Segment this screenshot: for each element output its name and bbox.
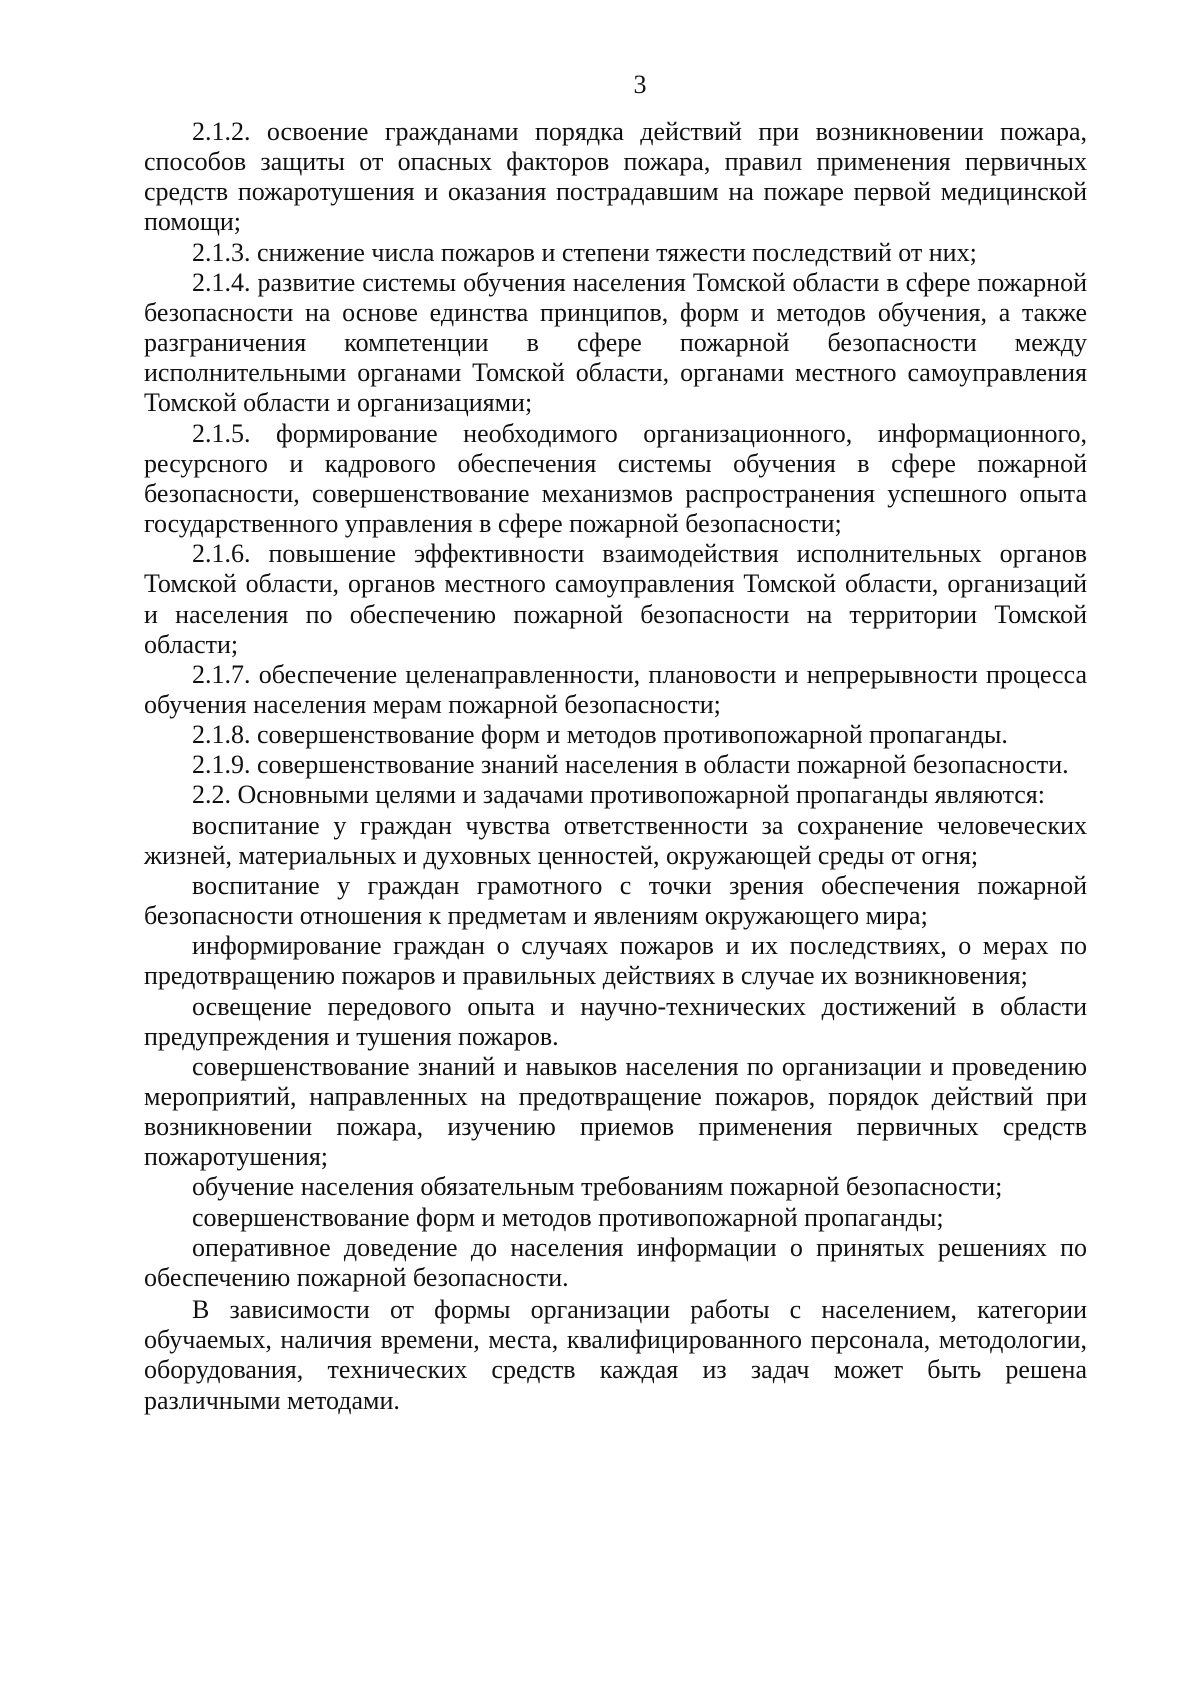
paragraph-2-1-5: 2.1.5. формирование необходимого организационного, информационного, ресурсного и кадрового обеспечения системы обучения в сфере пожарной безопасности, совершенствование механизмов распространения успешного опыта государственного управления в сфере пожарной безопасности; [144, 418, 1087, 539]
page-number: 3 [633, 70, 647, 99]
paragraph-2-1-4: 2.1.4. развитие системы обучения населения Томской области в сфере пожарной безопасности на основе единства принципов, форм и методов обучения, а также разграничения компетенции в сфере пожарной безопасности между исполнительными органами Томской области, органами местного самоуправления Томской области и организациями; [144, 267, 1087, 418]
paragraph-methods: В зависимости от формы организации работы с населением, категории обучаемых, наличия времени, места, квалифицированного персонала, методологии, оборудования, технических средств каждая из задач может быть решена различными методами. [144, 1295, 1087, 1415]
list-item-goal: обучение населения обязательным требованиям пожарной безопасности; [192, 1172, 1003, 1202]
list-item-goal: оперативное доведение до населения информации о принятых решениях по обеспечению пожарной безопасности. [144, 1232, 1087, 1292]
paragraph-2-1-9: 2.1.9. совершенствование знаний населения в области пожарной безопасности. [192, 750, 1069, 780]
list-item-goal: воспитание у граждан чувства ответственности за сохранение человеческих жизней, материальных и духовных ценностей, окружающей среды от огня; [144, 810, 1087, 870]
paragraph-2-2: 2.2. Основными целями и задачами противопожарной пропаганды являются: [192, 780, 1045, 810]
list-item-goal: освещение передового опыта и научно-технических достижений в области предупреждения и тушения пожаров. [144, 991, 1087, 1051]
paragraph-2-1-7: 2.1.7. обеспечение целенаправленности, плановости и непрерывности процесса обучения населения мерам пожарной безопасности; [144, 659, 1087, 719]
document-body [144, 117, 1087, 1416]
paragraph-2-1-3: 2.1.3. снижение числа пожаров и степени тяжести последствий от них; [192, 237, 977, 267]
list-item-goal: воспитание у граждан грамотного с точки зрения обеспечения пожарной безопасности отношения к предметам и явлениям окружающего мира; [144, 870, 1087, 931]
paragraph-2-1-2: 2.1.2. освоение гражданами порядка действий при возникновении пожара, способов защиты от опасных факторов пожара, правил применения первичных средств пожаротушения и оказания пострадавшим на пожаре первой медицинской помощи; [144, 117, 1087, 237]
list-item-goal: совершенствование знаний и навыков населения по организации и проведению мероприятий, направленных на предотвращение пожаров, порядок действий при возникновении пожара, изучению приемов применения первичных средств пожаротушения; [144, 1051, 1087, 1172]
list-item-goal: информирование граждан о случаях пожаров и их последствиях, о мерах по предотвращению пожаров и правильных действиях в случае их возникновения; [144, 931, 1087, 991]
paragraph-2-1-8: 2.1.8. совершенствование форм и методов противопожарной пропаганды. [192, 720, 1008, 750]
paragraph-2-1-6: 2.1.6. повышение эффективности взаимодействия исполнительных органов Томской области, органов местного самоуправления Томской области, организаций и населения по обеспечению пожарной безопасности на территории Томской области; [144, 539, 1087, 659]
list-item-goal: совершенствование форм и методов противопожарной пропаганды; [192, 1202, 944, 1232]
